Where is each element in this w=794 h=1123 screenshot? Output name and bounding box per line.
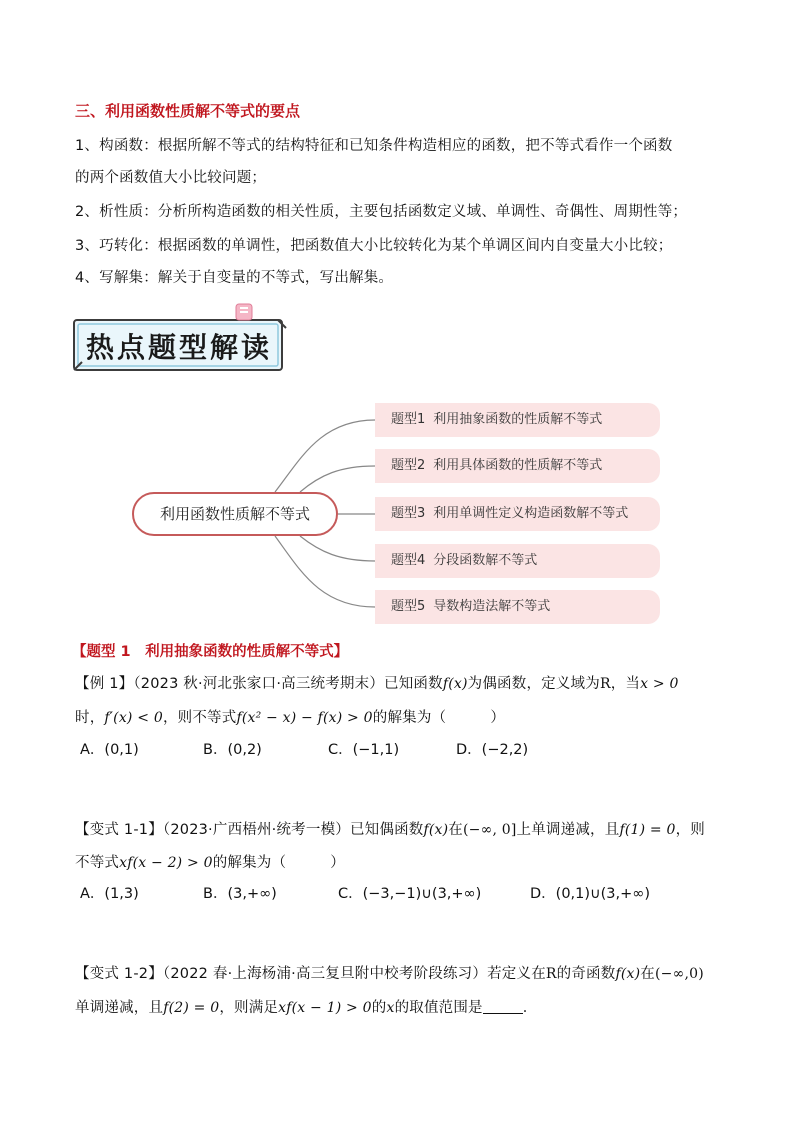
math-x: x — [386, 1000, 395, 1016]
text-segment: 的 — [371, 1000, 387, 1016]
text-segment: 单调递减，且 — [75, 1000, 164, 1016]
math-f-x: f(x) — [423, 822, 449, 838]
mindmap-leaf-5 — [375, 590, 660, 624]
leaf-number: 题型5 — [391, 599, 426, 614]
leaf-number: 题型2 — [391, 458, 426, 473]
math-f-x: f(x) — [615, 966, 641, 982]
math-f1: f(1) = 0 — [619, 822, 676, 838]
section-title: 三、利用函数性质解不等式的要点 — [75, 102, 301, 120]
example1-option-a: A．(0,1) — [80, 742, 139, 758]
text-segment: ，则 — [675, 822, 705, 838]
answer-blank[interactable] — [483, 999, 523, 1014]
variant1-option-c: C．(−3,−1)∪(3,+∞) — [338, 886, 482, 902]
math-interval: (−∞,0) — [654, 966, 704, 982]
leaf-text: 分段函数解不等式 — [433, 553, 538, 568]
text-segment: 为偶函数，定义域为 — [467, 676, 600, 692]
variant1-option-b: B．(3,+∞) — [203, 886, 277, 902]
mindmap-leaf-1 — [375, 403, 660, 437]
example-tag: 【例 1】 — [75, 676, 134, 692]
math-f2: f(2) = 0 — [163, 1000, 220, 1016]
mindmap-leaf-3 — [375, 497, 660, 531]
text-segment: 已知函数 — [384, 676, 443, 692]
variant1-line1 — [75, 818, 705, 839]
math-inequality: xf(x − 1) > 0 — [278, 1000, 372, 1016]
math-inequality: f(x² − x) − f(x) > 0 — [236, 710, 373, 726]
example1-option-b: B．(0,2) — [203, 742, 262, 758]
leaf-number: 题型3 — [391, 506, 426, 521]
text-segment: 时， — [75, 710, 105, 726]
section-item-2: 2、析性质：分析所构造函数的相关性质，主要包括函数定义域、单调性、奇偶性、周期性等； — [75, 204, 688, 220]
variant2-line1 — [75, 962, 704, 983]
leaf-text: 利用抽象函数的性质解不等式 — [433, 412, 603, 427]
type1-heading: 【题型 1 利用抽象函数的性质解不等式】 — [72, 644, 349, 660]
banner-title: 热点题型解读 — [86, 331, 273, 364]
mindmap-leaf-2 — [375, 449, 660, 483]
text-segment: 不等式 — [75, 855, 120, 871]
text-segment: ，则满足 — [219, 1000, 279, 1016]
section-item-3: 3、巧转化：根据函数的单调性，把函数值大小比较转化为某个单调区间内自变量大小比较； — [75, 238, 673, 254]
example1-line2 — [75, 706, 505, 727]
example1-line1 — [75, 672, 679, 693]
text-segment: 的奇函数 — [556, 966, 616, 982]
section-item-4: 4、写解集：解关于自变量的不等式，写出解集。 — [75, 270, 394, 286]
mindmap-root: 利用函数性质解不等式 — [132, 492, 338, 536]
text-segment: ，当 — [610, 676, 641, 692]
math-inequality: xf(x − 2) > 0 — [119, 855, 213, 871]
leaf-text: 导数构造法解不等式 — [433, 599, 551, 614]
text-segment: ． — [522, 1000, 538, 1016]
text-segment: 在 — [448, 822, 463, 838]
text-segment: 的解集为（ ） — [212, 855, 345, 871]
math-fprime: f′(x) < 0 — [104, 710, 163, 726]
math-f-x: f(x) — [442, 676, 468, 692]
text-segment: 的解集为（ ） — [372, 710, 506, 726]
example1-option-c: C．(−1,1) — [328, 742, 400, 758]
leaf-text: 利用具体函数的性质解不等式 — [433, 458, 603, 473]
math-interval: (−∞, 0] — [463, 822, 517, 838]
variant-source: （2023·广西梧州·统考一模） — [162, 822, 350, 838]
math-R: R — [599, 676, 611, 692]
example1-option-d: D．(−2,2) — [456, 742, 529, 758]
text-segment: ，则不等式 — [162, 710, 237, 726]
text-segment: 的取值范围是 — [394, 1000, 483, 1016]
variant-tag: 【变式 1-1】 — [75, 822, 163, 838]
variant1-option-d: D．(0,1)∪(3,+∞) — [530, 886, 651, 902]
variant-tag: 【变式 1-2】 — [75, 966, 163, 982]
variant-source: （2022 春·上海杨浦·高三复旦附中校考阶段练习） — [162, 966, 488, 982]
variant2-line2 — [75, 996, 537, 1017]
mindmap-leaf-4 — [375, 544, 660, 578]
leaf-number: 题型4 — [391, 553, 426, 568]
math-R: R — [545, 966, 557, 982]
leaf-number: 题型1 — [391, 412, 426, 427]
leaf-text: 利用单调性定义构造函数解不等式 — [433, 506, 629, 521]
text-segment: 已知偶函数 — [349, 822, 424, 838]
text-segment: 上单调递减，且 — [516, 822, 620, 838]
variant1-option-a: A．(1,3) — [80, 886, 139, 902]
variant1-line2 — [75, 851, 345, 872]
section-item-1: 1、构函数：根据所解不等式的结构特征和已知条件构造相应的函数，把不等式看作一个函数 — [75, 138, 673, 154]
math-x-gt-0: x > 0 — [640, 676, 679, 692]
section-item-1-cont: 的两个函数值大小比较问题； — [75, 170, 267, 186]
example-source: （2023 秋·河北张家口·高三统考期末） — [133, 676, 385, 692]
text-segment: 在 — [640, 966, 655, 982]
text-segment: 若定义在 — [487, 966, 546, 982]
